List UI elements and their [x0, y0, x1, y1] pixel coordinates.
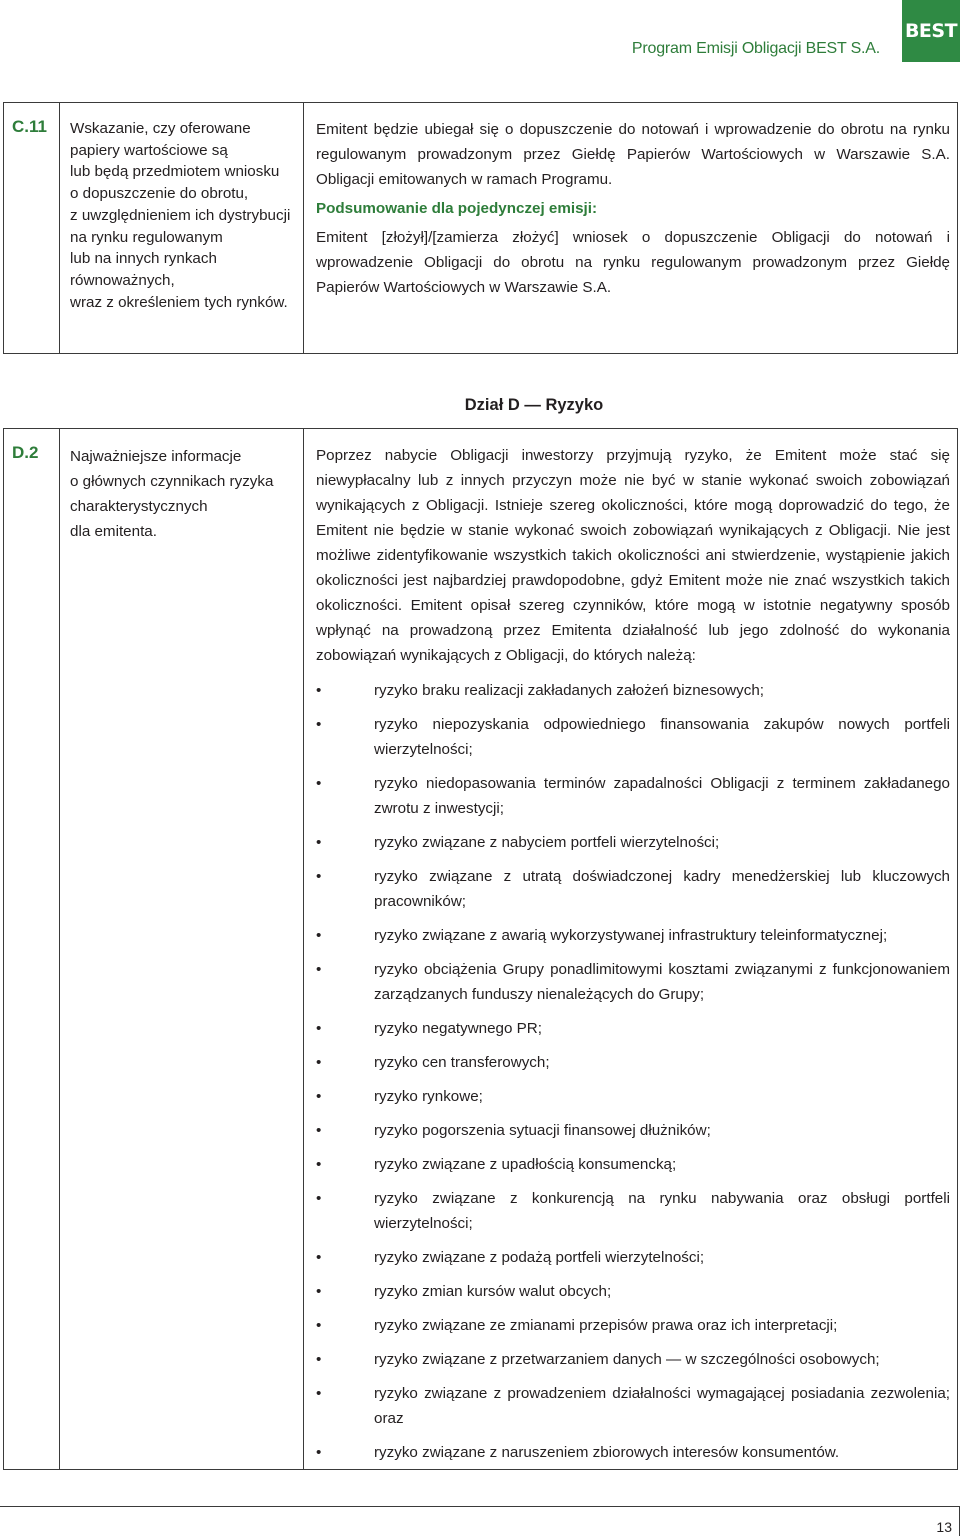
risk-text: ryzyko związane z konkurencją na rynku nabywania oraz obsługi portfeli wierzytelności; [374, 1190, 950, 1232]
risk-list-item [316, 923, 950, 948]
risk-text: ryzyko niepozyskania odpowiedniego finansowania zakupów nowych portfeli wierzytelności; [374, 716, 950, 758]
best-logo: BEST [902, 0, 960, 62]
risk-list-item [316, 1186, 950, 1236]
risk-text: ryzyko negatywnego PR; [374, 1020, 542, 1037]
bullet-icon: • [316, 1317, 322, 1334]
bullet-icon: • [316, 1385, 322, 1402]
risk-list-item [316, 1084, 950, 1109]
bullet-icon: • [316, 868, 322, 885]
risk-list-item [316, 1050, 950, 1075]
risk-list-item [316, 1118, 950, 1143]
bullet-icon: • [316, 1283, 322, 1300]
page-number: 13 [936, 1519, 952, 1535]
section-label: Najważniejsze informacje o głównych czynnikach ryzyka charakterystycznych dla emitenta. [70, 448, 274, 540]
risk-list-item [316, 1245, 950, 1270]
intro-paragraph: Poprzez nabycie Obligacji inwestorzy przyjmują ryzyko, że Emitent może stać się niewypłacalny lub z innych przyczyn może nie być w stanie wykonać swoich zobowiązań wynikających z Obligacji. Istnieje szereg okoliczności, które mogą doprowadzić do tego, że Emitent nie będzie w stanie wykonać swoich zobowiązań wynikających z Obligacji. Nie jest możliwe zidentyfikowanie wszystkich takich okoliczności ani stwierdzenie, wystąpienie jakich okoliczności jest najbardziej prawdopodobne, gdyż Emitent może nie znać wszystkich takich okoliczności. Emitent opisał szereg czynników, które mogą w istotnie negatywny sposób wpłynąć na prowadzoną przez Emitenta działalność lub jego zdolność do wykonania zobowiązań wynikających z Obligacji, do których należą: [316, 447, 950, 664]
summary-heading: Podsumowanie dla pojedynczej emisji: [316, 200, 598, 217]
bullet-icon: • [316, 1020, 322, 1037]
bullet-icon: • [316, 1054, 322, 1071]
risk-list-item [316, 1381, 950, 1431]
document-header-title: Program Emisji Obligacji BEST S.A. [631, 40, 880, 57]
bullet-icon: • [316, 961, 322, 978]
risk-list-item [316, 771, 950, 821]
section-code: C.11 [12, 117, 47, 136]
section-code: D.2 [12, 443, 39, 462]
risk-text: ryzyko zmian kursów walut obcych; [374, 1283, 612, 1300]
bullet-icon: • [316, 1088, 322, 1105]
paragraph: Emitent będzie ubiegał się o dopuszczenie do notowań i wprowadzenie do obrotu na rynku regulowanym prowadzonym przez Giełdę Papierów Wartościowych w Warszawie S.A. Obligacji emitowanych w ramach Programu. [316, 121, 950, 188]
section-d2-box [3, 428, 958, 1470]
bullet-icon: • [316, 1156, 322, 1173]
bullet-icon: • [316, 1351, 322, 1368]
risk-text: ryzyko związane z podażą portfeli wierzytelności; [374, 1249, 705, 1266]
risk-text: ryzyko związane z przetwarzaniem danych — w szczególności osobowych; [374, 1351, 880, 1368]
risk-text: ryzyko związane z utratą doświadczonej kadry menedżerskiej lub kluczowych pracowników; [374, 868, 950, 910]
section-label: Wskazanie, czy oferowane papiery wartościowe są lub będą przedmiotem wniosku o dopuszczenie do obrotu, z uwzględnieniem ich dystrybucji na rynku regulowanym lub na innych rynkach równoważnych, wraz z określeniem tych rynków. [70, 120, 291, 311]
risk-list-item [316, 864, 950, 914]
risk-text: ryzyko obciążenia Grupy ponadlimitowymi kosztami związanymi z funkcjonowaniem zarządzanych funduszy nienależących do Grupy; [374, 961, 950, 1003]
bullet-icon: • [316, 1249, 322, 1266]
bullet-icon: • [316, 682, 322, 699]
risk-text: ryzyko braku realizacji zakładanych założeń biznesowych; [374, 682, 764, 699]
risk-list-item [316, 678, 950, 703]
bullet-icon: • [316, 1122, 322, 1139]
risk-list [316, 678, 950, 1465]
risk-list-item [316, 1347, 950, 1372]
risk-text: ryzyko związane ze zmianami przepisów prawa oraz ich interpretacji; [374, 1317, 838, 1334]
risk-text: ryzyko związane z naruszeniem zbiorowych interesów konsumentów. [374, 1444, 840, 1461]
risk-list-item [316, 1440, 950, 1465]
paragraph: Emitent [złożył]/[zamierza złożyć] wniosek o dopuszczenie Obligacji do notowań i wprowadzenie Obligacji do obrotu na rynku regulowanym prowadzonym przez Giełdę Papierów Wartościowych w Warszawie S.A. [316, 229, 950, 296]
section-content [316, 117, 950, 300]
bullet-icon: • [316, 775, 322, 792]
risk-list-item [316, 712, 950, 762]
risk-text: ryzyko związane z prowadzeniem działalności wymagającej posiadania zezwolenia; oraz [374, 1385, 950, 1427]
risk-list-item [316, 1016, 950, 1041]
footer-divider [0, 1506, 960, 1507]
risk-text: ryzyko pogorszenia sytuacji finansowej dłużników; [374, 1122, 711, 1139]
risk-list-item [316, 1152, 950, 1177]
risk-text: ryzyko niedopasowania terminów zapadalności Obligacji z terminem zakładanego zwrotu z inwestycji; [374, 775, 950, 817]
risk-text: ryzyko związane z nabyciem portfeli wierzytelności; [374, 834, 720, 851]
risk-text: ryzyko rynkowe; [374, 1088, 483, 1105]
risk-text: ryzyko cen transferowych; [374, 1054, 550, 1071]
bullet-icon: • [316, 1190, 322, 1207]
section-c11-box [3, 102, 958, 354]
risk-list-item [316, 957, 950, 1007]
bullet-icon: • [316, 716, 322, 733]
bullet-icon: • [316, 1444, 322, 1461]
section-heading: Dział D — Ryzyko [464, 396, 604, 414]
risk-list-item [316, 1279, 950, 1304]
risk-list-item [316, 830, 950, 855]
section-content [316, 443, 950, 1474]
risk-text: ryzyko związane z awarią wykorzystywanej infrastruktury teleinformatycznej; [374, 927, 888, 944]
bullet-icon: • [316, 927, 322, 944]
risk-list-item [316, 1313, 950, 1338]
bullet-icon: • [316, 834, 322, 851]
risk-text: ryzyko związane z upadłością konsumencką; [374, 1156, 677, 1173]
